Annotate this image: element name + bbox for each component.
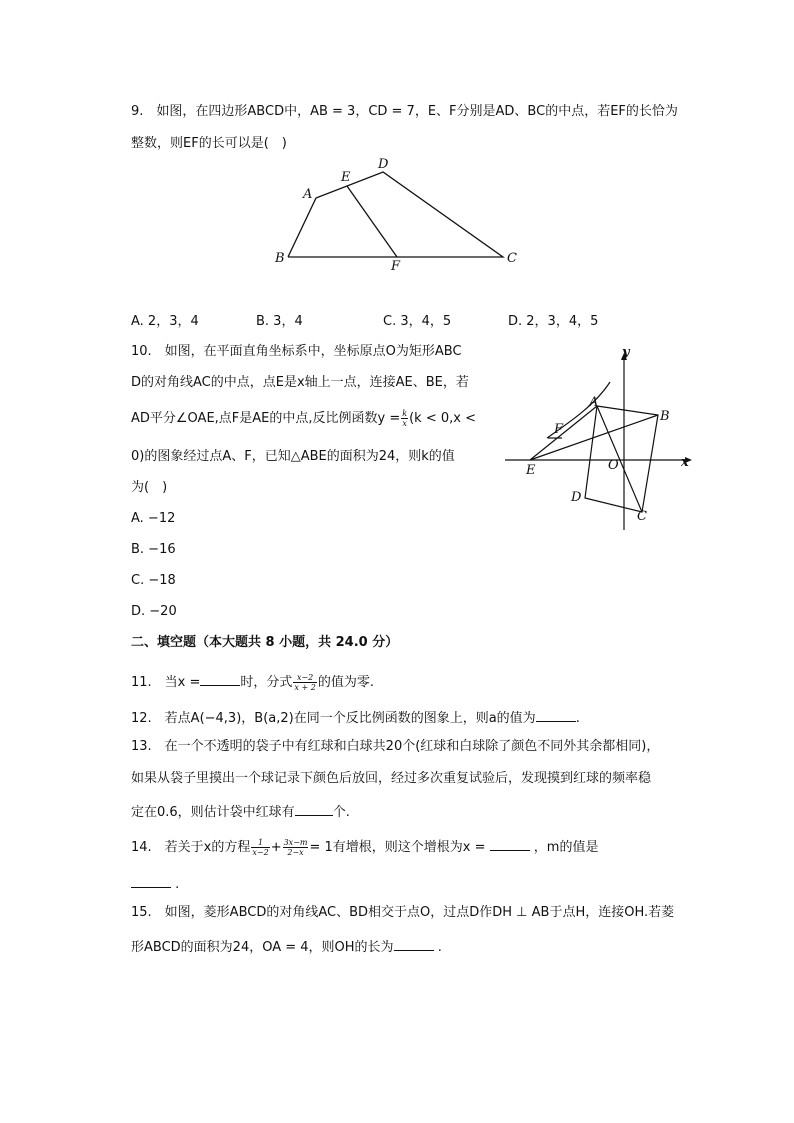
q9-label-a: A: [303, 187, 313, 202]
q9-quad-outline: [288, 172, 503, 257]
q10-coordinate-figure: [500, 340, 700, 535]
q14-stem-line2: [131, 873, 179, 894]
q10-label-o: O: [608, 458, 619, 473]
q10-segment-ae: [530, 406, 597, 460]
q10-fraction-k-over-x: [401, 409, 408, 428]
q9-label-f: F: [391, 259, 401, 274]
q10-stem-line3-b: (k < 0,x <: [409, 411, 476, 426]
q10-label-e: E: [526, 463, 536, 478]
q12-answer-blank[interactable]: [536, 707, 576, 722]
q15-stem-line1: 15. 如图，菱形ABCD的对角线AC、BD相交于点O，过点D作DH ⊥ AB于点H，连接OH.若菱: [131, 905, 675, 920]
q12-text-a: 12. 若点A(−4,3)，B(a,2)在同一个反比例函数的图象上，则a的值为: [131, 711, 536, 726]
q14-text-d: .: [175, 877, 180, 892]
q11-frac-num: x−2: [293, 673, 316, 683]
q13-stem-line2: 如果从袋子里摸出一个球记录下颜色后放回，经过多次重复试验后，发现摸到红球的频率稳: [131, 771, 652, 786]
q14-stem: [131, 836, 598, 857]
q15-answer-blank[interactable]: [394, 936, 434, 951]
q10-stem-line3-a: AD平分∠OAE,点F是AE的中点,反比例函数y =: [131, 411, 401, 426]
q11-fraction: [293, 673, 316, 692]
q11-frac-den: x + 2: [294, 683, 316, 692]
q9-option-c[interactable]: C. 3，4，5: [383, 314, 452, 329]
q10-frac-num: k: [402, 409, 408, 418]
q10-label-x: x: [681, 455, 689, 470]
q15-stem-line2: [131, 936, 442, 957]
q9-option-b[interactable]: B. 3，4: [256, 314, 303, 329]
q10-diagonal-ac: [597, 406, 642, 512]
q10-option-c[interactable]: C. −18: [131, 573, 176, 588]
q14-text-c: ，m的值是: [533, 840, 599, 855]
q11-answer-blank[interactable]: [200, 671, 240, 686]
q11-text-c: 的值为零.: [317, 675, 374, 690]
q10-stem-line4: 0)的图象经过点A、F，已知△ABE的面积为24，则k的值: [131, 449, 455, 464]
q9-label-e: E: [341, 170, 351, 185]
q13-answer-blank[interactable]: [295, 801, 333, 816]
q10-stem-line1: 10. 如图，在平面直角坐标系中，坐标原点O为矩形ABC: [131, 344, 462, 359]
q10-option-d[interactable]: D. −20: [131, 604, 177, 619]
q10-stem-line2: D的对角线AC的中点，点E是x轴上一点，连接AE、BE，若: [131, 375, 469, 390]
q10-frac-den: x: [402, 419, 407, 428]
q10-rectangle: [585, 406, 658, 512]
q14-fraction-1: [251, 838, 269, 857]
q14-fraction-2: [283, 838, 309, 857]
q11-stem: [131, 671, 374, 692]
q11-text-b: 时，分式: [240, 675, 293, 690]
q10-label-y: y: [622, 345, 630, 360]
q12-text-b: .: [575, 711, 580, 726]
q9-option-a[interactable]: A. 2，3，4: [131, 314, 199, 329]
q15-text-b: .: [437, 940, 442, 955]
q10-label-f: F: [554, 422, 564, 437]
q9-option-d[interactable]: D. 2，3，4，5: [508, 314, 599, 329]
q14-f2-num: 3x−m: [283, 838, 308, 847]
q10-label-a: A: [589, 395, 599, 410]
q9-stem-line1: 9. 如图，在四边形ABCD中，AB = 3，CD = 7，E、F分别是AD、BC的中点，若EF的长恰为: [131, 104, 678, 119]
q10-label-b: B: [660, 409, 670, 424]
q10-stem-line3: [131, 409, 476, 428]
q11-text-a: 11. 当x =: [131, 675, 201, 690]
q9-label-b: B: [275, 251, 285, 266]
q9-label-c: C: [507, 251, 517, 266]
q14-f2-den: 2−x: [287, 848, 304, 857]
q13-text-b: 个.: [332, 805, 350, 820]
q13-stem-line3: [131, 801, 350, 822]
q14-plus: +: [270, 840, 282, 855]
q12-stem: [131, 707, 580, 728]
q9-segment-ef: [347, 186, 397, 257]
q13-text-a: 定在0.6，则估计袋中红球有: [131, 805, 295, 820]
q9-stem-line2: 整数，则EF的长可以是( ): [131, 136, 287, 151]
q14-text-b: = 1有增根，则这个增根为x =: [309, 840, 486, 855]
q14-f1-den: x−2: [252, 848, 269, 857]
q10-option-b[interactable]: B. −16: [131, 542, 176, 557]
q14-answer-blank-2[interactable]: [131, 873, 171, 888]
q9-label-d: D: [378, 157, 389, 172]
q14-f1-num: 1: [251, 838, 269, 848]
q14-answer-blank-1[interactable]: [490, 836, 530, 851]
q9-quadrilateral-figure: [270, 152, 530, 277]
section-2-title: 二、填空题（本大题共 8 小题，共 24.0 分）: [131, 635, 399, 650]
q10-option-a[interactable]: A. −12: [131, 511, 176, 526]
q14-text-a: 14. 若关于x的方程: [131, 840, 251, 855]
q15-text-a: 形ABCD的面积为24，OA = 4，则OH的长为: [131, 940, 394, 955]
q10-stem-line5: 为( ): [131, 480, 168, 495]
q10-label-d: D: [571, 490, 582, 505]
q13-stem-line1: 13. 在一个不透明的袋子中有红球和白球共20个(红球和白球除了颜色不同外其余都相同)，: [131, 739, 660, 754]
q10-label-c: C: [637, 509, 647, 524]
